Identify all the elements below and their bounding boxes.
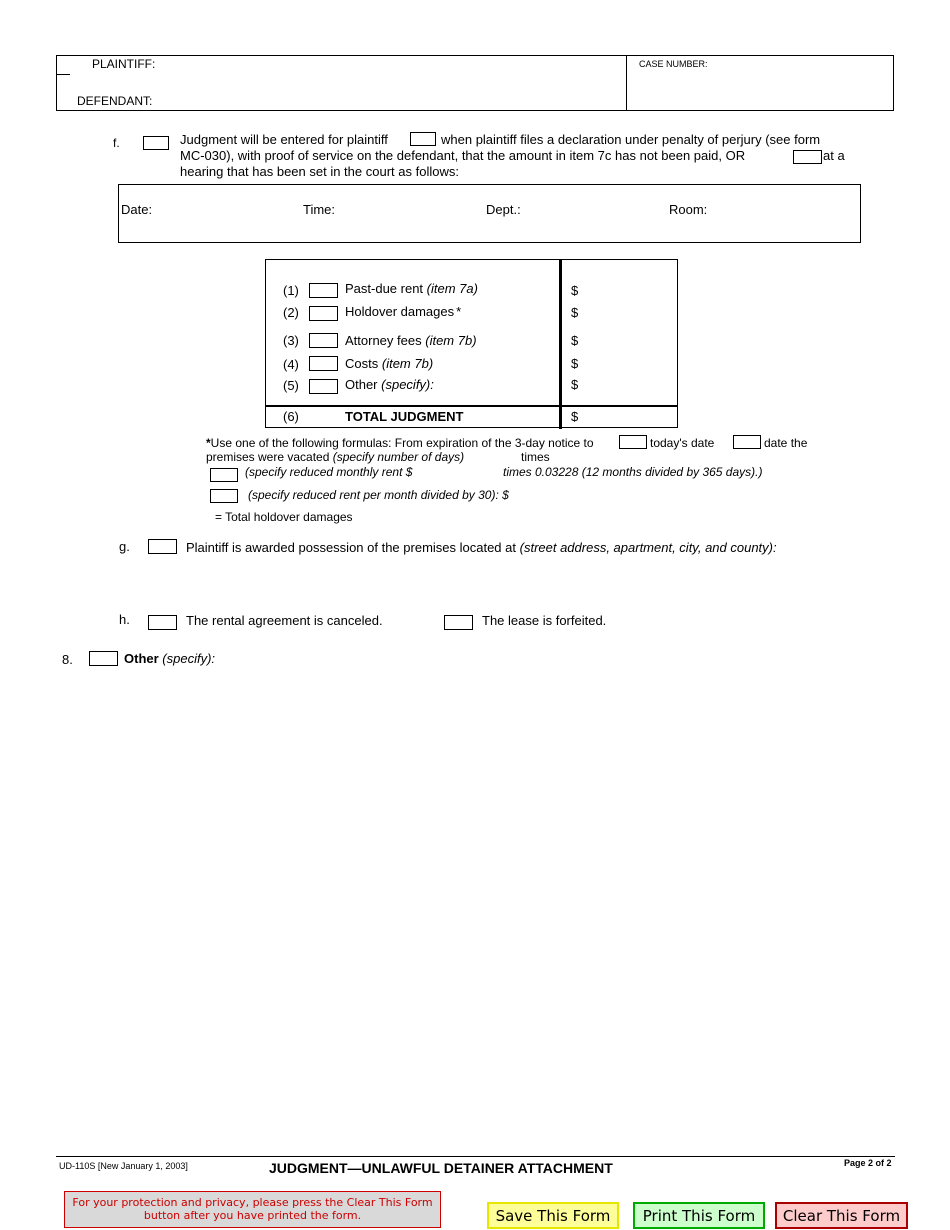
- item-f-line1a: Judgment will be entered for plaintiff: [180, 132, 388, 147]
- caption-box: [56, 55, 894, 111]
- privacy-line1: For your protection and privacy, please press the Clear This Form: [72, 1196, 433, 1209]
- caption-divider: [626, 55, 627, 111]
- plaintiff-label: PLAINTIFF:: [92, 57, 156, 71]
- amount-row-1-currency: $: [571, 283, 579, 298]
- amounts-divider-vertical: [559, 260, 562, 429]
- formula-option1-text-b: times 0.03228 (12 months divided by 365 days).): [503, 465, 763, 479]
- hearing-date-label: Date:: [121, 202, 153, 217]
- save-form-button[interactable]: Save This Form: [487, 1202, 619, 1229]
- item-f-letter: f.: [113, 136, 120, 150]
- item-h-rental-label: The rental agreement is canceled.: [186, 613, 383, 628]
- item-h-lease-checkbox[interactable]: [444, 615, 473, 630]
- amount-row-3-label: Attorney fees (item 7b): [345, 333, 477, 348]
- amount-row-2-label: Holdover damages *: [345, 304, 462, 319]
- amount-row-3-num: (3): [283, 333, 299, 348]
- amount-row-4-num: (4): [283, 357, 299, 372]
- amount-row-5-label: Other (specify):: [345, 377, 434, 392]
- amount-row-2-checkbox[interactable]: [309, 306, 338, 321]
- item-f-line2b: at a: [823, 148, 845, 163]
- hearing-room-label: Room:: [669, 202, 708, 217]
- amounts-divider-total: [266, 405, 677, 407]
- clear-form-button[interactable]: Clear This Form: [775, 1202, 908, 1229]
- total-currency: $: [571, 409, 579, 424]
- amount-row-2-currency: $: [571, 305, 579, 320]
- formula-option1-checkbox[interactable]: [210, 468, 238, 482]
- formula-vacated-checkbox[interactable]: [733, 435, 761, 449]
- amount-row-1-checkbox[interactable]: [309, 283, 338, 298]
- form-id: UD-110S [New January 1, 2003]: [59, 1161, 188, 1171]
- formula-today-checkbox[interactable]: [619, 435, 647, 449]
- amount-row-3-checkbox[interactable]: [309, 333, 338, 348]
- item-h-rental-checkbox[interactable]: [148, 615, 177, 630]
- item-f-line2a: MC-030), with proof of service on the defendant, that the amount in item 7c has not been paid, OR: [180, 148, 746, 163]
- item-g-text: Plaintiff is awarded possession of the premises located at (street address, apartment, city, and county):: [186, 540, 777, 555]
- page-number: Page 2 of 2: [844, 1158, 892, 1168]
- privacy-notice: [64, 1191, 441, 1228]
- hearing-dept-label: Dept.:: [486, 202, 521, 217]
- formula-line2: premises were vacated (specify number of days): [206, 450, 465, 464]
- total-num: (6): [283, 409, 299, 424]
- item-f-line1b: when plaintiff files a declaration under penalty of perjury (see form: [441, 132, 821, 147]
- item-f-hearing-checkbox[interactable]: [793, 150, 822, 164]
- print-form-button[interactable]: Print This Form: [633, 1202, 765, 1229]
- amount-row-4-currency: $: [571, 356, 579, 371]
- privacy-line2: button after you have printed the form.: [143, 1209, 362, 1222]
- formula-times-label: times: [521, 450, 550, 464]
- caption-tick: [57, 74, 70, 75]
- item-h-letter: h.: [119, 612, 130, 627]
- formula-total-line: = Total holdover damages: [215, 510, 353, 524]
- footer-rule: [56, 1156, 895, 1157]
- item-f-line3: hearing that has been set in the court as follows:: [180, 164, 459, 179]
- case-number-label: CASE NUMBER:: [639, 59, 708, 69]
- formula-option1-text-a: (specify reduced monthly rent $: [245, 465, 413, 479]
- item-8-label: Other (specify):: [124, 651, 216, 666]
- formula-vacated-label: date the: [764, 436, 808, 450]
- item-8-number: 8.: [62, 652, 73, 667]
- item-h-lease-label: The lease is forfeited.: [482, 613, 607, 628]
- total-label: TOTAL JUDGMENT: [345, 409, 464, 424]
- amount-row-5-num: (5): [283, 378, 299, 393]
- formula-line1: *Use one of the following formulas: From expiration of the 3-day notice to: [206, 436, 594, 450]
- formula-today-label: today's date: [650, 436, 715, 450]
- item-f-checkbox[interactable]: [143, 136, 169, 150]
- amount-row-2-num: (2): [283, 305, 299, 320]
- amount-row-4-checkbox[interactable]: [309, 356, 338, 371]
- amount-row-5-currency: $: [571, 377, 579, 392]
- hearing-time-label: Time:: [303, 202, 336, 217]
- amount-row-3-currency: $: [571, 333, 579, 348]
- item-8-checkbox[interactable]: [89, 651, 118, 666]
- item-g-checkbox[interactable]: [148, 539, 177, 554]
- formula-option2-text: (specify reduced rent per month divided by 30): $: [248, 488, 509, 502]
- form-title: JUDGMENT—UNLAWFUL DETAINER ATTACHMENT: [269, 1160, 613, 1176]
- amount-row-1-num: (1): [283, 283, 299, 298]
- formula-option2-checkbox[interactable]: [210, 489, 238, 503]
- amount-row-1-label: Past-due rent (item 7a): [345, 281, 478, 296]
- item-f-declaration-checkbox[interactable]: [410, 132, 436, 146]
- defendant-label: DEFENDANT:: [77, 94, 153, 108]
- item-g-letter: g.: [119, 539, 130, 554]
- amount-row-5-checkbox[interactable]: [309, 379, 338, 394]
- amount-row-4-label: Costs (item 7b): [345, 356, 434, 371]
